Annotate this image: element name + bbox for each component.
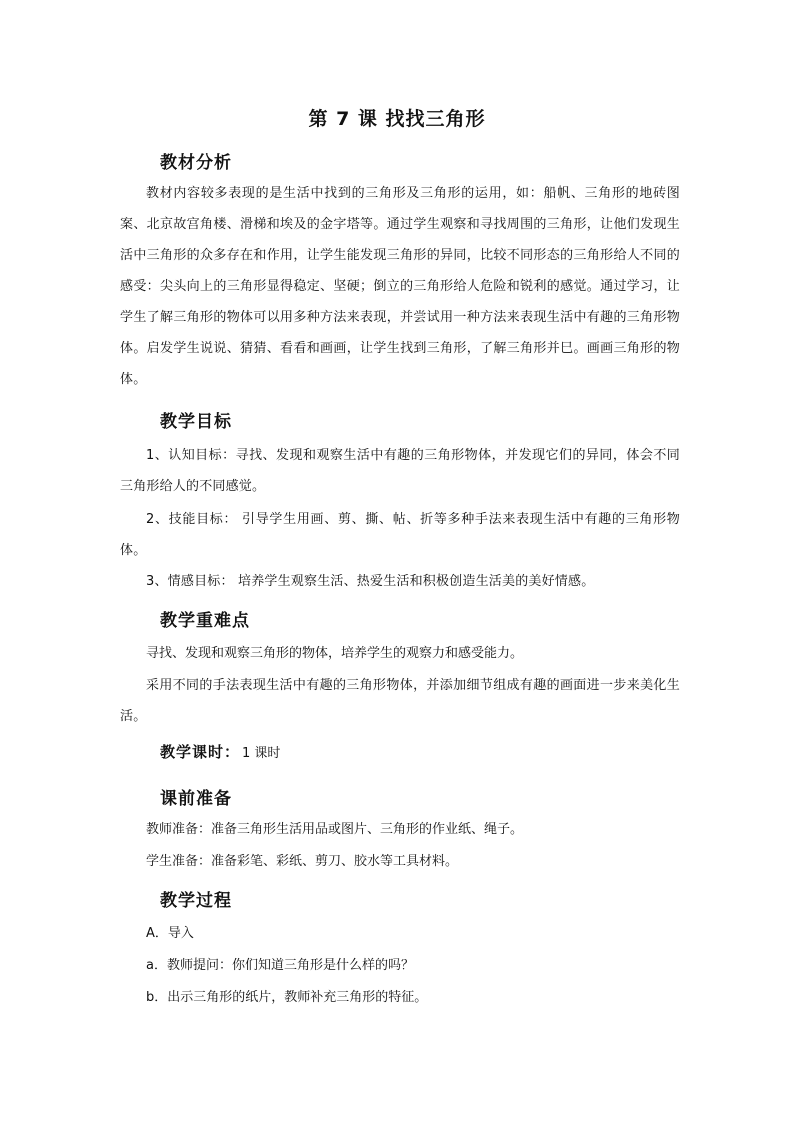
key-point-line-2: 采用不同的手法表现生活中有趣的三角形物体，并添加细节组成有趣的画面进一步来美化生活。 <box>120 678 680 724</box>
teacher-preparation: 教师准备：准备三角形生活用品或图片、三角形的作业纸、绳子。 <box>146 822 524 837</box>
process-step-a: a．教师提问：你们知道三角形是什么样的吗？ <box>146 958 414 973</box>
goal-item-cognitive: 1、认知目标：寻找、发现和观察生活中有趣的三角形物体，并发现它们的异同，体会不同三角形给人的不同感觉。 <box>120 448 680 494</box>
analysis-paragraph: 教材内容较多表现的是生活中找到的三角形及三角形的运用，如：船帆、三角形的地砖图案、北京故宫角楼、滑梯和埃及的金字塔等。通过学生观察和寻找周围的三角形，让他们发现生活中三角形的众多存在和作用，让学生能发现三角形的异同，比较不同形态的三角形给人不同的感受：尖头向上的三角形显得稳定、坚硬；倒立的三角形给人危险和锐利的感觉。通过学习，让学生了解三角形的物体可以用多种方法来表现，并尝试用一种方法来表现生活中有趣的三角形物体。启发学生说说、猜猜、看看和画画，让学生找到三角形，了解三角形并巳。画画三角形的物体。 <box>120 186 680 387</box>
teaching-hours <box>160 741 280 762</box>
section-heading-process: 教学过程 <box>160 891 232 911</box>
section-heading-goals: 教学目标 <box>160 412 232 432</box>
key-point-line-1: 寻找、发现和观察三角形的物体，培养学生的观察力和感受能力。 <box>146 646 524 661</box>
goal-item-emotion: 3、情感目标： 培养学生观察生活、热爱生活和积极创造生活美的美好情感。 <box>146 574 595 589</box>
goal-item-skill: 2、技能目标： 引导学生用画、剪、撕、帖、折等多种手法来表现生活中有趣的三角形物体。 <box>120 512 680 558</box>
process-step-b: b．出示三角形的纸片，教师补充三角形的特征。 <box>146 990 428 1005</box>
process-step-intro: A．导入 <box>146 926 194 941</box>
section-heading-analysis: 教材分析 <box>160 153 232 173</box>
teaching-hours-label: 教学课时： <box>160 743 241 761</box>
page-title: 第 7 课 找找三角形 <box>308 108 486 130</box>
section-heading-key-points: 教学重难点 <box>160 611 250 631</box>
student-preparation: 学生准备：准备彩笔、彩纸、剪刀、胶水等工具材料。 <box>146 854 459 869</box>
teaching-hours-value: 1 课时 <box>242 746 281 761</box>
section-heading-preparation: 课前准备 <box>160 789 232 809</box>
